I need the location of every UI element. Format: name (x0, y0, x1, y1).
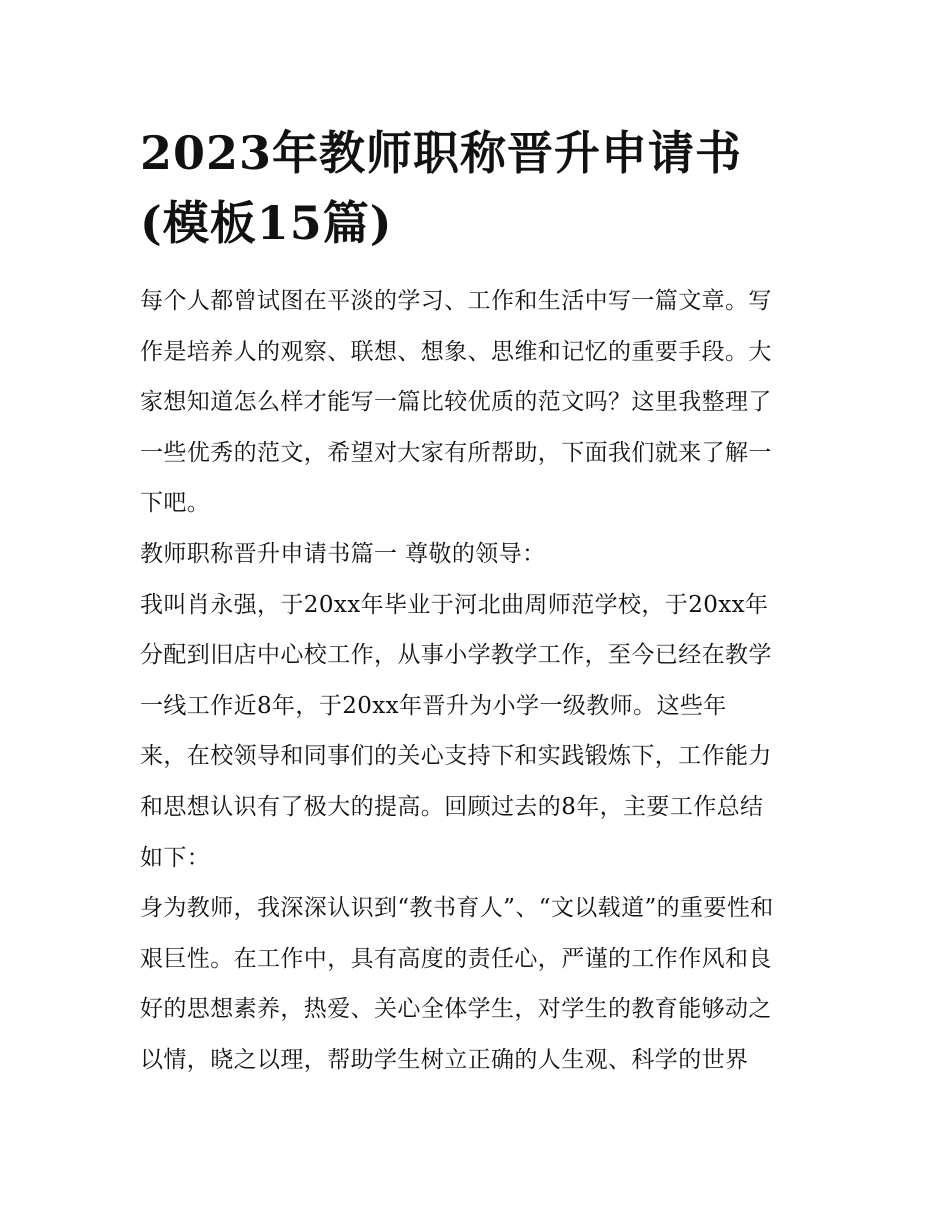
document-body (140, 276, 820, 1086)
section-heading-line: 教师职称晋升申请书篇一 尊敬的领导： (140, 540, 546, 567)
body-line: 一些优秀的范文，希望对大家有所帮助，下面我们就来了解一 (140, 439, 772, 466)
body-line: 一线工作近8年，于20xx年晋升为小学一级教师。这些年 (140, 692, 727, 719)
body-line: 以情，晓之以理，帮助学生树立正确的人生观、科学的世界 (140, 1046, 749, 1073)
body-line: 分配到旧店中心校工作，从事小学教学工作，至今已经在教学 (140, 642, 772, 669)
body-line: 如下： (140, 844, 211, 871)
body-line: 艰巨性。在工作中，具有高度的责任心，严谨的工作作风和良 (140, 945, 772, 972)
document-title (140, 118, 820, 258)
body-line: 家想知道怎么样才能写一篇比较优质的范文吗？这里我整理了 (140, 389, 772, 416)
title-line-2: (模板15篇) (140, 196, 393, 250)
body-line: 作是培养人的观察、联想、想象、思维和记忆的重要手段。大 (140, 338, 772, 365)
body-line: 下吧。 (140, 490, 211, 517)
body-line: 每个人都曾试图在平淡的学习、工作和生活中写一篇文章。写 (140, 288, 772, 314)
body-line: 和思想认识有了极大的提高。回顾过去的8年，主要工作总结 (140, 793, 764, 820)
body-line: 身为教师，我深深认识到“教书育人”、“文以载道”的重要性和 (140, 895, 774, 922)
body-line: 来，在校领导和同事们的关心支持下和实践锻炼下，工作能力 (140, 743, 772, 770)
body-line: 我叫肖永强，于20xx年毕业于河北曲周师范学校，于20xx年 (140, 591, 769, 618)
title-line-1: 2023年教师职称晋升申请书 (140, 126, 743, 180)
body-line: 好的思想素养，热爱、关心全体学生，对学生的教育能够动之 (140, 996, 772, 1023)
